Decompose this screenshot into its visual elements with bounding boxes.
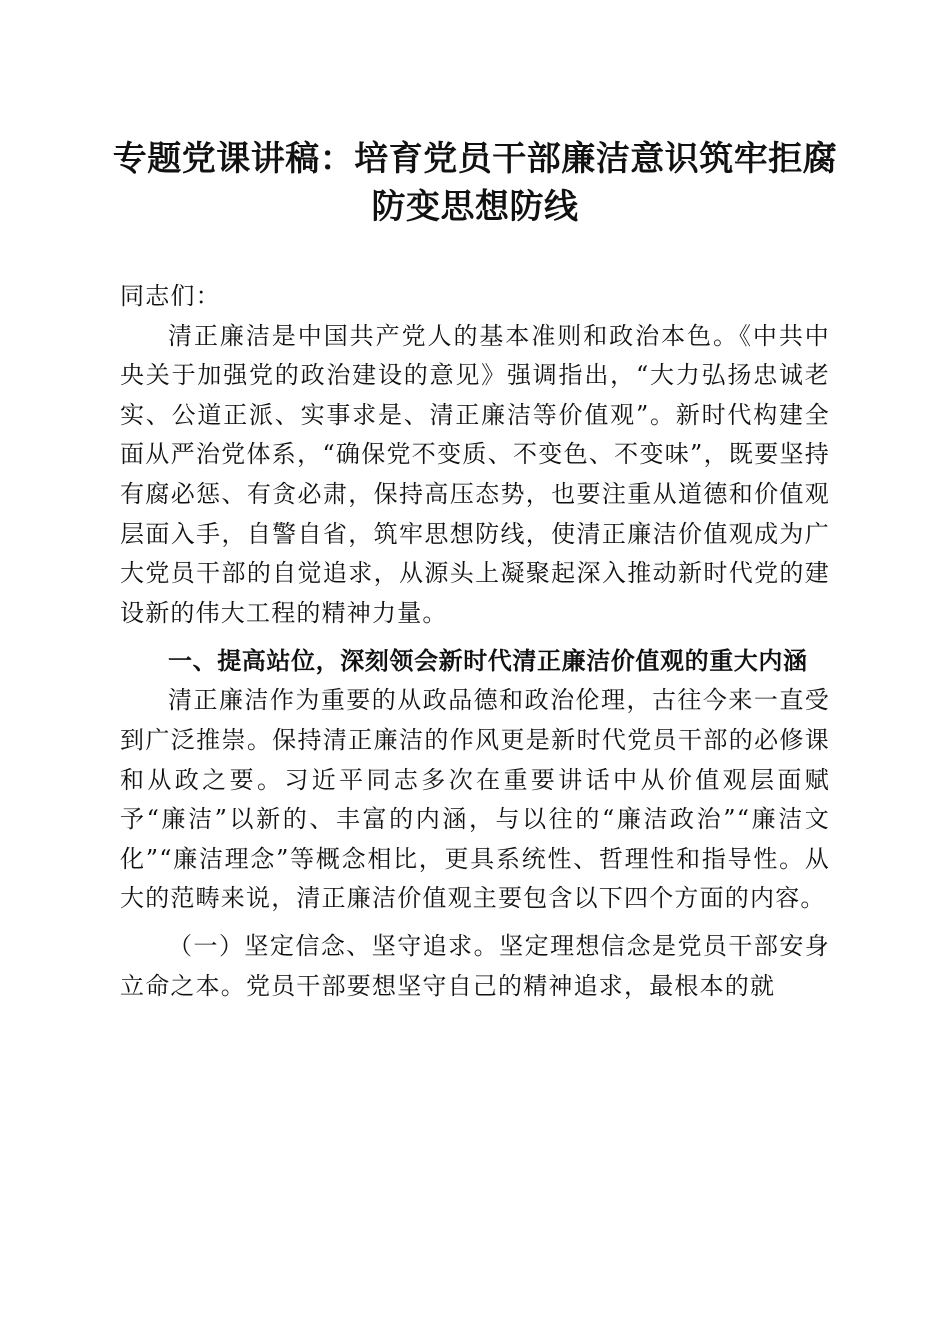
subsection-1-paragraph	[120, 927, 830, 1006]
section-1-paragraph: 清正廉洁作为重要的从政品德和政治伦理，古往今来一直受到广泛推崇。保持清正廉洁的作风更是新时代党员干部的必修课和从政之要。习近平同志多次在重要讲话中从价值观层面赋予“廉洁”以新的、丰富的内涵，与以往的“廉洁政治”“廉洁文化”“廉洁理念”等概念相比，更具系统性、哲理性和指导性。从大的范畴来说，清正廉洁价值观主要包含以下四个方面的内容。	[120, 686, 830, 913]
document-title: 专题党课讲稿：培育党员干部廉洁意识筑牢拒腐防变思想防线	[112, 139, 838, 227]
subsection-1-text: 坚定理想信念是党员干部安身立命之本。党员干部要想坚守自己的精神追求，最根本的就	[120, 931, 830, 1000]
intro-paragraph: 清正廉洁是中国共产党人的基本准则和政治本色。《中共中央关于加强党的政治建设的意见》强调指出，“大力弘扬忠诚老实、公道正派、实事求是、清正廉洁等价值观”。新时代构建全面从严治党体系，“确保党不变质、不变色、不变味”，既要坚持有腐必惩、有贪必肃，保持高压态势，也要注重从道德和价值观层面入手，自警自省，筑牢思想防线，使清正廉洁价值观成为广大党员干部的自觉追求，从源头上凝聚起深入推动新时代党的建设新的伟大工程的精神力量。	[120, 321, 830, 627]
section-heading-1: 一、提高站位，深刻领会新时代清正廉洁价值观的重大内涵	[168, 647, 808, 676]
greeting: 同志们：	[120, 282, 221, 310]
document-body	[120, 277, 830, 1006]
subsection-1-heading: （一）坚定信念、坚守追求。	[168, 931, 500, 960]
